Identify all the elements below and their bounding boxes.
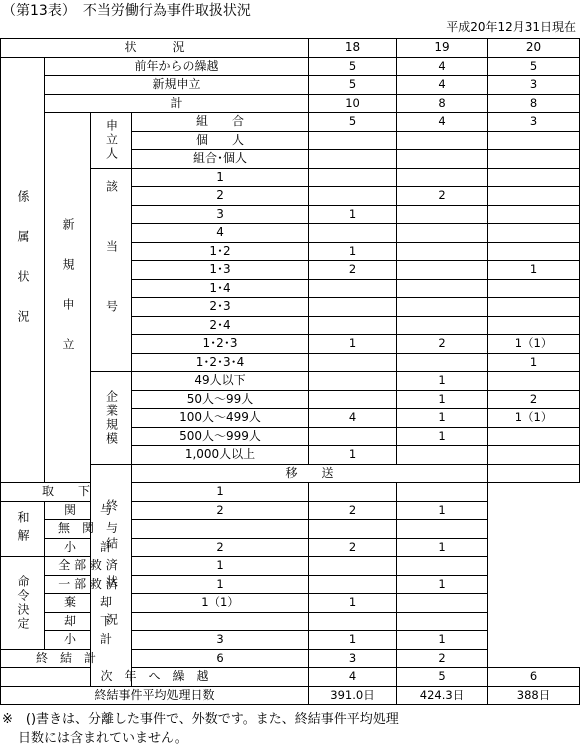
- cell: [397, 205, 488, 224]
- table-row: [1, 649, 580, 668]
- footnote: [2, 710, 399, 748]
- cell: 5: [309, 76, 397, 95]
- cell: [397, 557, 488, 576]
- table-row: [1, 501, 580, 520]
- row-label: 3: [132, 205, 309, 224]
- cell: 1: [397, 409, 488, 428]
- cell: 1: [132, 575, 309, 594]
- row-label: 却 下: [45, 612, 132, 631]
- row-label: 全 部 救 済: [45, 557, 132, 576]
- cell: [397, 594, 488, 613]
- table-row: [1, 612, 580, 631]
- cell: [488, 446, 580, 465]
- cell: 5: [309, 113, 397, 132]
- cell: [488, 224, 580, 243]
- section-kakari: 係属状況: [1, 57, 45, 483]
- cell: [488, 131, 580, 150]
- as-of-date: 平成20年12月31日現在: [446, 20, 576, 34]
- cell: [309, 372, 397, 391]
- cell: 4: [309, 668, 397, 687]
- section-shuuketsu: 終結状況: [91, 464, 132, 686]
- cell: 6: [132, 649, 309, 668]
- cell: [309, 390, 397, 409]
- cell: 1: [309, 205, 397, 224]
- cell: 2: [397, 187, 488, 206]
- row-label: 1･4: [132, 279, 309, 298]
- row-label: 小 計: [45, 631, 132, 650]
- cell: 1: [132, 483, 309, 502]
- table-row: [1, 76, 580, 95]
- section-meirei: 命令決定: [1, 557, 45, 650]
- cell: [397, 242, 488, 261]
- table-row: [1, 57, 580, 76]
- row-label: 49人以下: [132, 372, 309, 391]
- row-label: 一 部 救 済: [45, 575, 132, 594]
- cell: [309, 575, 397, 594]
- row-label: 取 下: [1, 483, 132, 502]
- row-label: 関 与: [45, 501, 132, 520]
- cell: [309, 612, 397, 631]
- cell: 6: [488, 668, 580, 687]
- cell: [309, 427, 397, 446]
- cell: [488, 316, 580, 335]
- cell: [309, 131, 397, 150]
- row-label: 前年からの繰越: [45, 57, 309, 76]
- table-row: [1, 520, 580, 539]
- table-row: [1, 557, 580, 576]
- cell: [488, 464, 580, 483]
- cell: 2: [309, 261, 397, 280]
- cell: 1: [397, 538, 488, 557]
- cell: [309, 483, 397, 502]
- cell: 5: [397, 668, 488, 687]
- cell: [397, 261, 488, 280]
- cell: [397, 150, 488, 169]
- cell: 1: [397, 427, 488, 446]
- cell: 2: [488, 390, 580, 409]
- cell: 10: [309, 94, 397, 113]
- row-label: 2: [132, 187, 309, 206]
- cell: [488, 242, 580, 261]
- section-moushitatenin: 申立人: [91, 113, 132, 169]
- cell: [397, 483, 488, 502]
- table-title: （第13表） 不当労働行為事件取扱状況: [2, 3, 251, 19]
- cell: [397, 224, 488, 243]
- cell: 2: [309, 538, 397, 557]
- cell: 2: [397, 335, 488, 354]
- cell: 1: [397, 631, 488, 650]
- table-row: [1, 113, 580, 132]
- cell: 1（1）: [132, 594, 309, 613]
- header-label: 状 況: [1, 39, 309, 58]
- cell: 1: [488, 353, 580, 372]
- row-label: 100人～499人: [132, 409, 309, 428]
- cell: [488, 187, 580, 206]
- cell: [488, 150, 580, 169]
- cell: [309, 187, 397, 206]
- cell: 5: [488, 57, 580, 76]
- header-row: [1, 39, 580, 58]
- row-label: 新規申立: [45, 76, 309, 95]
- cell: [488, 298, 580, 317]
- cell: 8: [397, 94, 488, 113]
- table-row: [1, 575, 580, 594]
- cell: 424.3日: [397, 686, 488, 705]
- cell: [397, 446, 488, 465]
- row-label: 無 関 与: [45, 520, 132, 539]
- cell: [488, 168, 580, 187]
- cell: [397, 168, 488, 187]
- section-shinki: 新規申立: [45, 113, 91, 483]
- table-row: [1, 594, 580, 613]
- row-label: 1･2: [132, 242, 309, 261]
- cell: 1（1）: [488, 409, 580, 428]
- cell: 3: [309, 649, 397, 668]
- cell: [397, 316, 488, 335]
- table-row: [1, 631, 580, 650]
- cell: [488, 205, 580, 224]
- cell: 4: [397, 76, 488, 95]
- row-label: 移 送: [132, 464, 488, 483]
- cell: [132, 520, 309, 539]
- row-label: 1･3: [132, 261, 309, 280]
- cell: 4: [397, 57, 488, 76]
- row-label: 組 合: [132, 113, 309, 132]
- cell: [309, 298, 397, 317]
- row-label: 1･2･3: [132, 335, 309, 354]
- cell: 2: [132, 538, 309, 557]
- row-label: 終 結 計: [1, 649, 132, 668]
- cell: [397, 353, 488, 372]
- cell: [488, 372, 580, 391]
- table-row: [1, 94, 580, 113]
- header-col: 19: [397, 39, 488, 58]
- row-label: 1･2･3･4: [132, 353, 309, 372]
- cell: [397, 298, 488, 317]
- cell: 5: [309, 57, 397, 76]
- cell: 2: [309, 501, 397, 520]
- cell: 1: [397, 501, 488, 520]
- table-row: [1, 538, 580, 557]
- cell: 1: [397, 390, 488, 409]
- row-label: 1,000人以上: [132, 446, 309, 465]
- cell: [309, 168, 397, 187]
- cell: 1（1）: [488, 335, 580, 354]
- cell: [397, 279, 488, 298]
- header-col: 18: [309, 39, 397, 58]
- header-col: 20: [488, 39, 580, 58]
- cell: 1: [309, 594, 397, 613]
- footnote-line: 日数には含まれていません。: [18, 731, 188, 746]
- cell: [309, 353, 397, 372]
- cell: [309, 316, 397, 335]
- row-label: 1: [132, 168, 309, 187]
- row-label: 4: [132, 224, 309, 243]
- cell: 3: [132, 631, 309, 650]
- cell: 1: [397, 372, 488, 391]
- cell: [309, 150, 397, 169]
- cell: 4: [309, 409, 397, 428]
- cell: 1: [397, 575, 488, 594]
- cell: 4: [397, 113, 488, 132]
- table-row: [1, 668, 580, 687]
- row-label: 組合･個人: [132, 150, 309, 169]
- cell: [488, 279, 580, 298]
- cell: [488, 427, 580, 446]
- cell: [397, 612, 488, 631]
- cell: 1: [309, 446, 397, 465]
- cell: [309, 224, 397, 243]
- cell: 3: [488, 113, 580, 132]
- cell: 3: [488, 76, 580, 95]
- section-wakai: 和解: [1, 501, 45, 557]
- section-gaitougo: 該当号: [91, 168, 132, 372]
- table-row: [1, 686, 580, 705]
- cell: 8: [488, 94, 580, 113]
- row-label: 次 年 へ 繰 越: [1, 668, 309, 687]
- row-label: 棄 却: [45, 594, 132, 613]
- row-label: 小 計: [45, 538, 132, 557]
- table-row: [1, 483, 580, 502]
- cell: 388日: [488, 686, 580, 705]
- case-status-table: [0, 38, 580, 705]
- cell: 1: [309, 335, 397, 354]
- cell: [309, 557, 397, 576]
- row-label: 終結事件平均処理日数: [1, 686, 309, 705]
- cell: 2: [132, 501, 309, 520]
- cell: 1: [132, 557, 309, 576]
- section-kigyou: 企業規模: [91, 372, 132, 465]
- row-label: 2･3: [132, 298, 309, 317]
- row-label: 50人～99人: [132, 390, 309, 409]
- cell: [309, 279, 397, 298]
- cell: 1: [488, 261, 580, 280]
- cell: 1: [309, 631, 397, 650]
- row-label: 500人～999人: [132, 427, 309, 446]
- cell: 391.0日: [309, 686, 397, 705]
- cell: [309, 520, 397, 539]
- cell: 1: [309, 242, 397, 261]
- row-label: 計: [45, 94, 309, 113]
- cell: 2: [397, 649, 488, 668]
- row-label: 個 人: [132, 131, 309, 150]
- cell: [397, 131, 488, 150]
- footnote-line: ※ ()書きは、分離した事件で、外数です。また、終結事件平均処理: [2, 712, 399, 727]
- cell: [132, 612, 309, 631]
- row-label: 2･4: [132, 316, 309, 335]
- cell: [397, 520, 488, 539]
